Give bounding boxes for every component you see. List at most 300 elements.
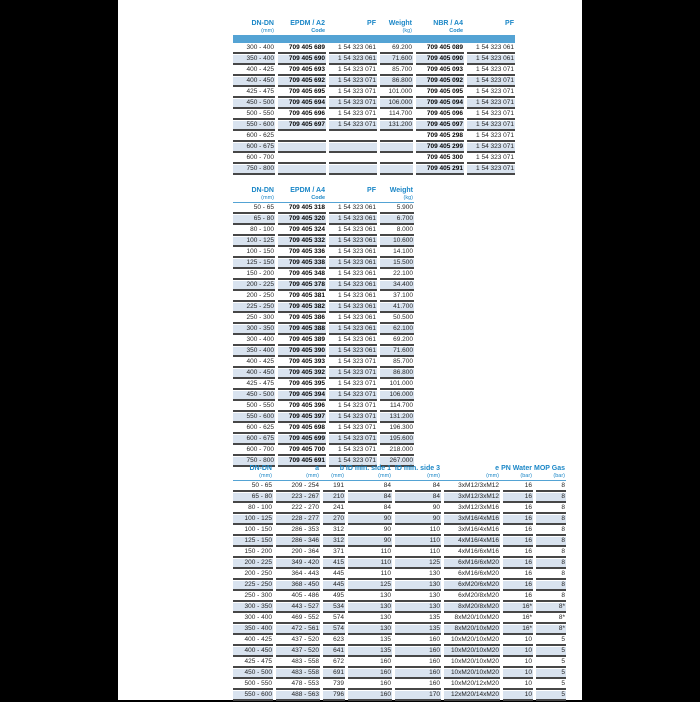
table-cell: 228 - 277 (276, 515, 320, 525)
column-header-dn-dn (233, 180, 275, 201)
table-cell: 8* (536, 625, 566, 635)
table-cell: 500 - 550 (233, 110, 275, 120)
table-cell: 131.200 (380, 413, 414, 423)
table-cell: 1 54 323 071 (467, 154, 515, 164)
table-cell: 22.100 (380, 270, 414, 280)
table-cell: 1 54 323 061 (329, 215, 377, 225)
table-cell: 16 (503, 581, 533, 591)
table-cell: 1 54 323 071 (467, 77, 515, 87)
table-cell: 437 - 520 (276, 636, 320, 646)
column-label: EPDM / A4 (290, 187, 325, 194)
table-cell: 349 - 420 (276, 559, 320, 569)
table-cell: 8* (536, 603, 566, 613)
table-cell: 709 405 693 (278, 66, 326, 76)
table-cell: 130 (395, 570, 441, 580)
table-cell: 709 405 097 (416, 121, 464, 131)
table-cell: 6.700 (380, 215, 414, 225)
table-row (233, 325, 414, 335)
table-row (233, 347, 414, 357)
table-cell: 709 405 094 (416, 99, 464, 109)
table-cell: 84 (395, 482, 441, 492)
table-cell: 709 405 394 (278, 391, 326, 401)
table-cell: 110 (348, 570, 392, 580)
table-cell: 200 - 250 (233, 570, 273, 580)
column-header-mop-gas (536, 458, 566, 479)
header-rule (233, 35, 515, 43)
table-cell: 1 54 323 061 (329, 336, 377, 346)
table-cell (329, 143, 377, 153)
table-cell: 368 - 450 (276, 581, 320, 591)
table-cell: 1 54 323 061 (329, 314, 377, 324)
table-cell: 225 - 250 (233, 581, 273, 591)
column-header-epdm-a4 (278, 180, 326, 201)
table-cell: 12xM20/14xM20 (444, 691, 500, 701)
header-row (233, 458, 566, 479)
table-cell: 350 - 400 (233, 347, 275, 357)
table-cell: 8.000 (380, 226, 414, 236)
table-cell: 130 (348, 625, 392, 635)
table-cell: 16 (503, 526, 533, 536)
table-cell: 709 405 348 (278, 270, 326, 280)
table-cell: 1 54 323 071 (329, 413, 377, 423)
table-cell: 290 - 364 (276, 548, 320, 558)
table-cell: 110 (395, 526, 441, 536)
table-row (233, 526, 566, 536)
column-unit: (bar) (520, 473, 532, 479)
table-row (233, 226, 414, 236)
table-cell: 6xM16/6xM20 (444, 559, 500, 569)
table-cell: 709 405 299 (416, 143, 464, 153)
table-cell: 709 405 696 (278, 110, 326, 120)
table-cell: 600 - 675 (233, 143, 275, 153)
table-cell: 267.000 (380, 457, 414, 467)
table-row (233, 154, 515, 164)
table-cell: 80 - 100 (233, 504, 273, 514)
table-dn-epdm-a4-codes (230, 179, 417, 468)
table-cell: 709 405 389 (278, 336, 326, 346)
table-cell: 600 - 625 (233, 424, 275, 434)
table-cell: 8xM20/10xM20 (444, 625, 500, 635)
table-cell (278, 165, 326, 175)
table-cell: 405 - 486 (276, 592, 320, 602)
table-cell: 101.000 (380, 380, 414, 390)
table-cell: 62.100 (380, 325, 414, 335)
table-cell: 709 405 300 (416, 154, 464, 164)
table-cell: 100 - 150 (233, 248, 275, 258)
table-cell: 709 405 396 (278, 402, 326, 412)
column-label: DN-DN (249, 465, 272, 472)
table-cell: 550 - 600 (233, 691, 273, 701)
table-row (233, 237, 414, 247)
table-cell: 8 (536, 526, 566, 536)
table-row (233, 270, 414, 280)
table-cell: 90 (348, 537, 392, 547)
table-cell: 534 (323, 603, 345, 613)
header-row (233, 180, 414, 201)
table-cell: 750 - 800 (233, 165, 275, 175)
column-unit (374, 28, 376, 34)
table-cell: 371 (323, 548, 345, 558)
column-label: DN-DN (251, 187, 274, 194)
table-row (233, 314, 414, 324)
table-cell: 5 (536, 691, 566, 701)
column-label: PF (367, 187, 376, 194)
table-cell: 691 (323, 669, 345, 679)
table-cell: 90 (348, 526, 392, 536)
table-cell: 600 - 675 (233, 435, 275, 445)
column-label: PN Water (501, 465, 532, 472)
table-cell (380, 143, 413, 153)
table-cell: 488 - 563 (276, 691, 320, 701)
table-cell: 71.600 (380, 55, 413, 65)
table-cell: 8* (536, 614, 566, 624)
table-cell: 709 405 298 (416, 132, 464, 142)
table-cell: 8 (536, 559, 566, 569)
table-row (233, 435, 414, 445)
column-header-pf (329, 13, 377, 34)
table-cell: 84 (395, 493, 441, 503)
table-cell: 8 (536, 548, 566, 558)
table-cell: 709 405 324 (278, 226, 326, 236)
table-cell: 425 - 475 (233, 658, 273, 668)
column-unit: (mm) (259, 473, 272, 479)
table-cell: 84 (348, 504, 392, 514)
table-dn-dimensions-pressures (230, 457, 569, 702)
table-cell: 709 405 388 (278, 325, 326, 335)
table-cell: 114.700 (380, 402, 414, 412)
table-cell: 3xM16/4xM16 (444, 515, 500, 525)
table-cell: 312 (323, 526, 345, 536)
table-cell: 478 - 553 (276, 680, 320, 690)
column-unit: Code (311, 195, 325, 201)
column-unit: (mm) (486, 473, 499, 479)
table-cell: 3xM16/4xM16 (444, 526, 500, 536)
table-cell: 10 (503, 647, 533, 657)
table-cell: 739 (323, 680, 345, 690)
table-cell: 270 (323, 515, 345, 525)
table-cell: 110 (395, 548, 441, 558)
table-row (233, 204, 414, 214)
column-label: ID min. side 3 (394, 465, 440, 472)
table-cell: 10xM20/10xM20 (444, 658, 500, 668)
table-cell: 1 54 323 061 (329, 347, 377, 357)
header-rule (233, 480, 566, 481)
table-cell: 135 (348, 647, 392, 657)
table-row (233, 132, 515, 142)
table-cell (329, 165, 377, 175)
table-cell: 8 (536, 592, 566, 602)
table-cell: 1 54 323 071 (329, 380, 377, 390)
table-cell: 709 405 698 (278, 424, 326, 434)
table-cell: 1 54 323 071 (329, 99, 377, 109)
table-cell: 600 - 625 (233, 132, 275, 142)
table-cell: 1 54 323 071 (329, 88, 377, 98)
table-cell: 574 (323, 614, 345, 624)
table-cell: 1 54 323 071 (329, 435, 377, 445)
table-cell: 6xM20/8xM20 (444, 592, 500, 602)
column-unit: (mm) (331, 473, 344, 479)
table-row (233, 482, 566, 492)
table-cell: 170 (395, 691, 441, 701)
table-cell: 10xM20/10xM20 (444, 636, 500, 646)
table-cell: 100 - 125 (233, 237, 275, 247)
table-cell: 16 (503, 515, 533, 525)
table-cell: 709 405 332 (278, 237, 326, 247)
table-cell: 110 (348, 559, 392, 569)
table-cell: 1 54 323 061 (329, 55, 377, 65)
table-cell: 84 (348, 482, 392, 492)
table-cell: 6xM20/6xM20 (444, 581, 500, 591)
table-cell: 110 (395, 537, 441, 547)
table-row (233, 336, 414, 346)
table-cell: 1 54 323 071 (467, 99, 515, 109)
column-unit (512, 28, 514, 34)
table-cell: 709 405 397 (278, 413, 326, 423)
table-cell: 350 - 400 (233, 625, 273, 635)
column-unit: (mm) (427, 473, 440, 479)
column-unit: (kg) (402, 28, 412, 34)
table-cell: 1 54 323 071 (329, 66, 377, 76)
column-label: NBR / A4 (433, 20, 463, 27)
table-cell (380, 132, 413, 142)
table-cell: 10.600 (380, 237, 414, 247)
table-cell: 1 54 323 071 (329, 402, 377, 412)
table-cell: 200 - 250 (233, 292, 275, 302)
table-cell: 125 - 150 (233, 537, 273, 547)
table-cell: 600 - 700 (233, 154, 275, 164)
table-cell: 37.100 (380, 292, 414, 302)
column-header-a (276, 458, 320, 479)
table-cell: 100 - 150 (233, 526, 273, 536)
table-cell: 160 (395, 636, 441, 646)
table-cell: 450 - 500 (233, 99, 275, 109)
table-cell: 1 54 323 071 (467, 132, 515, 142)
table-row (233, 680, 566, 690)
table-cell: 709 405 318 (278, 204, 326, 214)
table-row (233, 537, 566, 547)
table-cell: 130 (395, 581, 441, 591)
table-cell: 450 - 500 (233, 391, 275, 401)
table-cell: 1 54 323 061 (329, 204, 377, 214)
table-cell: 500 - 550 (233, 680, 273, 690)
table-cell: 641 (323, 647, 345, 657)
table-cell: 286 - 353 (276, 526, 320, 536)
table-cell: 550 - 600 (233, 413, 275, 423)
table-cell: 709 405 291 (416, 165, 464, 175)
table-cell: 125 (395, 559, 441, 569)
table-row (233, 515, 566, 525)
table-cell: 3xM12/3xM12 (444, 482, 500, 492)
table-cell: 16* (503, 625, 533, 635)
table-cell: 84 (348, 493, 392, 503)
table-cell: 16 (503, 504, 533, 514)
table-cell: 223 - 267 (276, 493, 320, 503)
table-row (233, 669, 566, 679)
table-cell: 86.800 (380, 77, 413, 87)
table-cell: 218.000 (380, 446, 414, 456)
column-unit: (mm) (306, 473, 319, 479)
table-cell: 10xM20/10xM20 (444, 669, 500, 679)
table-row (233, 77, 515, 87)
table-cell: 130 (348, 592, 392, 602)
table-cell: 709 405 095 (416, 88, 464, 98)
table-cell: 709 405 691 (278, 457, 326, 467)
table-row (233, 402, 414, 412)
table-cell: 135 (395, 625, 441, 635)
table-cell: 85.700 (380, 358, 414, 368)
table-cell: 1 54 323 061 (329, 44, 377, 54)
table-cell: 34.400 (380, 281, 414, 291)
table-cell: 400 - 450 (233, 369, 275, 379)
table-cell: 65 - 80 (233, 493, 273, 503)
table-row (233, 658, 566, 668)
table-cell (278, 154, 326, 164)
table-cell: 150 - 200 (233, 548, 273, 558)
table-cell: 1 54 323 071 (467, 110, 515, 120)
table-row (233, 581, 566, 591)
column-label: EPDM / A2 (290, 20, 325, 27)
table-cell: 425 - 475 (233, 88, 275, 98)
table-row (233, 636, 566, 646)
table-cell: 445 (323, 581, 345, 591)
column-unit: (mm) (378, 473, 391, 479)
table-cell: 69.200 (380, 336, 414, 346)
table-cell: 65 - 80 (233, 215, 275, 225)
table-cell: 5 (536, 658, 566, 668)
table-cell: 200 - 225 (233, 281, 275, 291)
table-cell: 1 54 323 071 (329, 457, 377, 467)
table-cell: 709 405 689 (278, 44, 326, 54)
table-cell: 86.800 (380, 369, 414, 379)
table-cell: 623 (323, 636, 345, 646)
table-row (233, 292, 414, 302)
table-cell: 90 (395, 515, 441, 525)
table-row (233, 380, 414, 390)
table-cell: 709 405 694 (278, 99, 326, 109)
table-row (233, 110, 515, 120)
table-cell: 415 (323, 559, 345, 569)
table-cell: 10 (503, 636, 533, 646)
table-cell: 709 405 336 (278, 248, 326, 258)
table-cell: 709 405 390 (278, 347, 326, 357)
table-cell: 8 (536, 482, 566, 492)
table-cell: 709 405 695 (278, 88, 326, 98)
table-cell: 1 54 323 061 (329, 237, 377, 247)
column-label: DN-DN (251, 20, 274, 27)
table-cell: 500 - 550 (233, 402, 275, 412)
table-cell: 5 (536, 636, 566, 646)
table-cell: 300 - 350 (233, 325, 275, 335)
table-cell: 1 54 323 071 (329, 446, 377, 456)
table-cell: 709 405 090 (416, 55, 464, 65)
table-cell: 709 405 338 (278, 259, 326, 269)
table-cell: 130 (348, 614, 392, 624)
table-cell: 10 (503, 691, 533, 701)
column-header-id-min-side-1 (345, 458, 392, 479)
table-cell: 1 54 323 071 (329, 358, 377, 368)
table-row (233, 570, 566, 580)
header-rule (233, 202, 414, 203)
table-cell: 10 (503, 658, 533, 668)
table-row (233, 424, 414, 434)
table-cell: 750 - 800 (233, 457, 275, 467)
table-cell: 16 (503, 559, 533, 569)
table-cell: 160 (395, 647, 441, 657)
table-cell: 14.100 (380, 248, 414, 258)
table-cell: 400 - 450 (233, 77, 275, 87)
table-cell: 225 - 250 (233, 303, 275, 313)
table-cell: 469 - 552 (276, 614, 320, 624)
table-cell: 15.500 (380, 259, 414, 269)
table-cell: 3xM12/3xM12 (444, 493, 500, 503)
table-cell: 8xM20/10xM20 (444, 614, 500, 624)
table-cell: 1 54 323 061 (329, 248, 377, 258)
table-cell: 10 (503, 680, 533, 690)
table-cell: 400 - 425 (233, 636, 273, 646)
table-cell: 709 405 089 (416, 44, 464, 54)
table-cell: 101.000 (380, 88, 413, 98)
table-cell (380, 165, 413, 175)
table-row (233, 614, 566, 624)
table-cell: 400 - 425 (233, 66, 275, 76)
table-cell: 425 - 475 (233, 380, 275, 390)
table-cell: 16 (503, 570, 533, 580)
table-cell: 400 - 450 (233, 647, 273, 657)
table-cell: 286 - 346 (276, 537, 320, 547)
table-cell: 472 - 561 (276, 625, 320, 635)
table-cell: 135 (348, 636, 392, 646)
table-cell: 1 54 323 061 (329, 281, 377, 291)
table-cell: 483 - 558 (276, 669, 320, 679)
table-cell: 250 - 300 (233, 592, 273, 602)
table-cell: 1 54 323 071 (329, 121, 377, 131)
column-header-epdm-a2 (278, 13, 326, 34)
table-row (233, 603, 566, 613)
table-cell (380, 154, 413, 164)
table-cell: 1 54 323 071 (467, 165, 515, 175)
table-cell: 106.000 (380, 99, 413, 109)
table-cell: 114.700 (380, 110, 413, 120)
table-cell: 131.200 (380, 121, 413, 131)
table-cell: 5 (536, 669, 566, 679)
table-cell: 709 405 699 (278, 435, 326, 445)
table-cell (278, 143, 326, 153)
table-cell: 5 (536, 647, 566, 657)
table-row (233, 121, 515, 131)
table-cell: 709 405 393 (278, 358, 326, 368)
column-header-dn-dn (233, 458, 273, 479)
column-header-pf (467, 13, 515, 34)
table-cell: 160 (348, 691, 392, 701)
table-cell: 1 54 323 061 (329, 303, 377, 313)
table-cell: 10xM20/12xM20 (444, 680, 500, 690)
table-cell: 8xM20/8xM20 (444, 603, 500, 613)
table-cell: 8 (536, 570, 566, 580)
table-cell: 1 54 323 071 (467, 143, 515, 153)
table-cell: 71.600 (380, 347, 414, 357)
column-label: MOP Gas (534, 465, 565, 472)
table-cell: 450 - 500 (233, 669, 273, 679)
column-label: PF (505, 20, 514, 27)
table-cell: 106.000 (380, 391, 414, 401)
column-label: a (315, 465, 319, 472)
table-cell (329, 132, 377, 142)
table-cell: 300 - 350 (233, 603, 273, 613)
column-header-weight (380, 13, 413, 34)
table-cell: 100 - 125 (233, 515, 273, 525)
table-row (233, 99, 515, 109)
table-cell: 130 (348, 603, 392, 613)
